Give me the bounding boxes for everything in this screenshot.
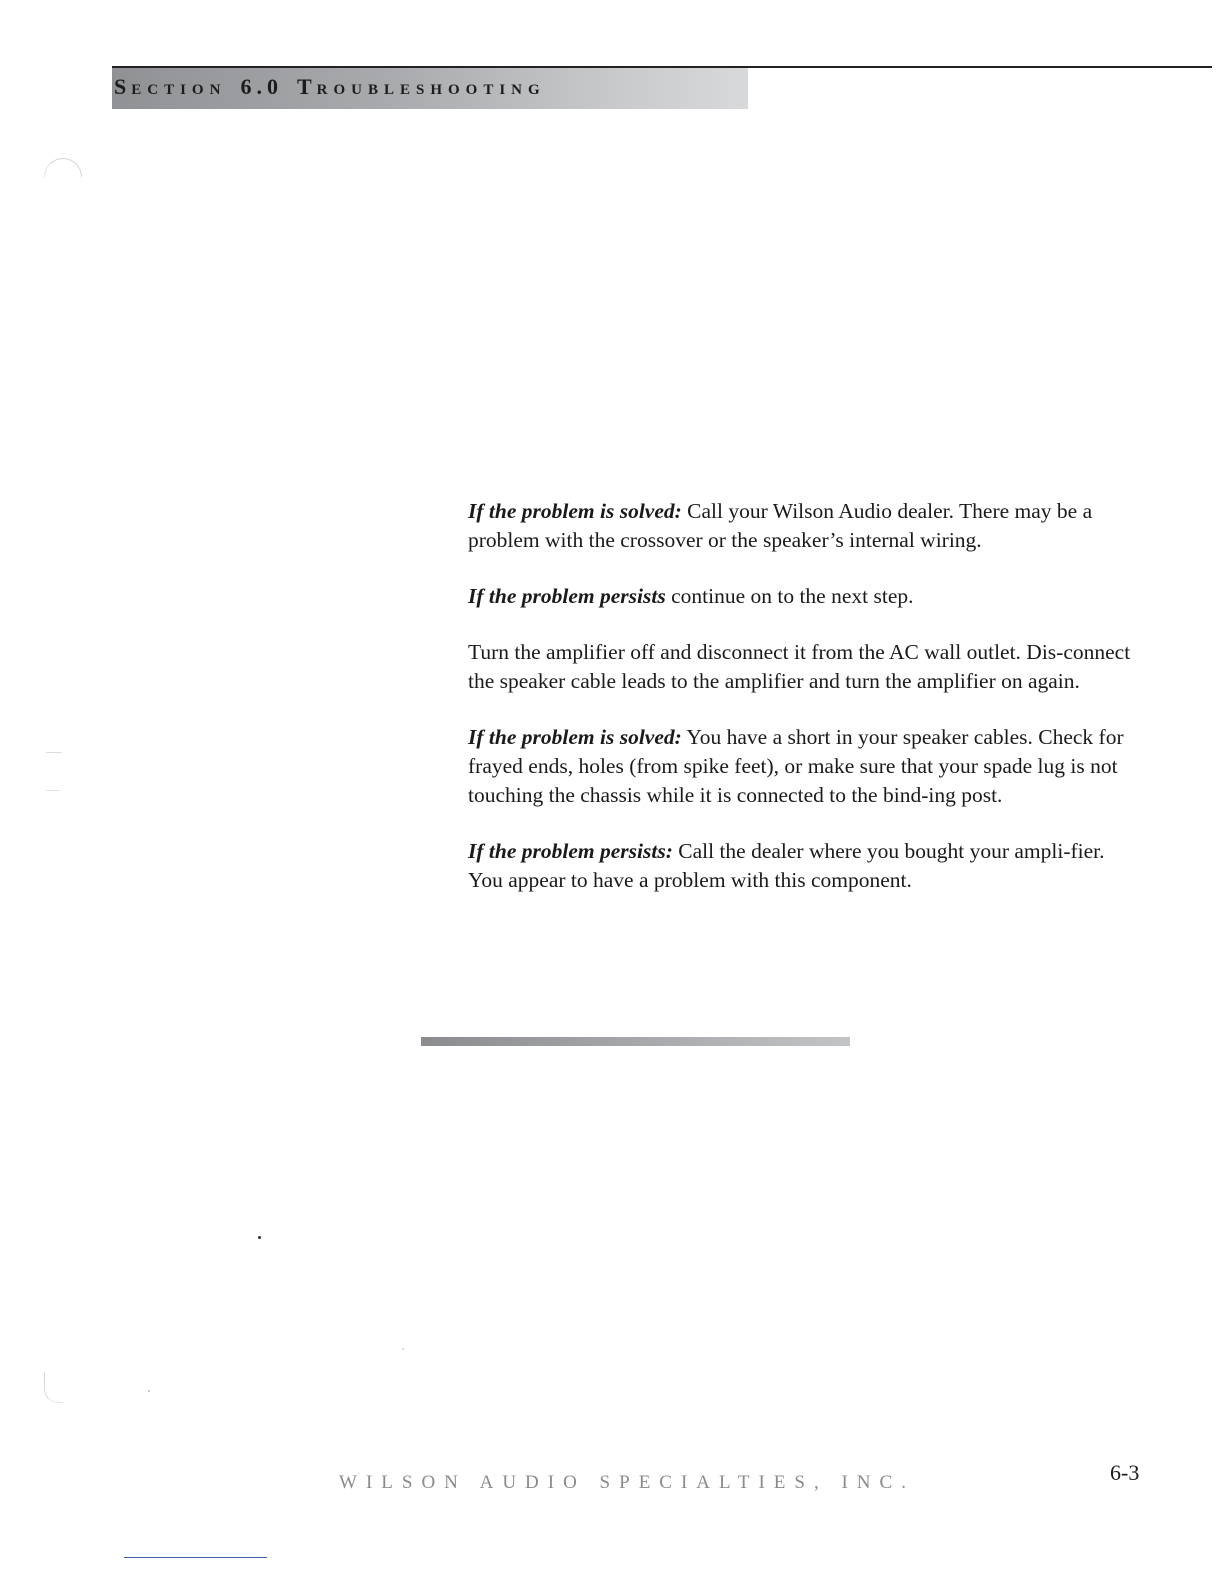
paragraph-text: Turn the amplifier off and disconnect it from the AC wall outlet. Dis-connect the speaker cable leads to the amplifier and turn the amplifier on again. <box>468 640 1131 693</box>
paragraph <box>468 723 1143 810</box>
section-title-rest: ROUBLESHOOTING <box>316 82 546 98</box>
scan-artifact-mark <box>46 752 62 767</box>
section-number: 6.0 <box>240 74 283 99</box>
section-word-rest: ECTION <box>131 82 227 98</box>
body-content <box>468 497 1143 922</box>
scan-artifact-bracket <box>44 1372 63 1403</box>
footer-company-name: WILSON AUDIO SPECIALTIES, INC. <box>339 1472 915 1493</box>
section-title <box>114 74 546 100</box>
paragraph-text: Call your Wilson Audio dealer. There may be a problem with the crossover or the speaker’s internal wiring. <box>468 499 1093 552</box>
page-number: 6-3 <box>1110 1460 1140 1485</box>
scan-artifact-arc <box>44 158 82 196</box>
bottom-edge-line <box>124 1557 267 1558</box>
paragraph-lead: If the problem is solved: <box>468 725 682 749</box>
paragraph <box>468 582 1143 611</box>
paragraph <box>468 837 1143 895</box>
section-title-initial: T <box>296 74 317 99</box>
scan-artifact-dot <box>258 1236 261 1239</box>
scan-artifact-dot <box>148 1390 150 1392</box>
paragraph-text: You have a short in your speaker cables. Check for frayed ends, holes (from spike feet), or make sure that your spade lug is not touching the chassis while it is connected to the bind-ing post. <box>468 725 1124 807</box>
section-word-initial: S <box>114 74 132 99</box>
scan-artifact-mark <box>46 790 60 793</box>
paragraph <box>468 497 1143 555</box>
section-end-bar <box>421 1037 850 1046</box>
paragraph-text: Call the dealer where you bought your ampli-fier. You appear to have a problem with this component. <box>468 839 1105 892</box>
paragraph-text: continue on to the next step. <box>665 584 914 608</box>
paragraph <box>468 638 1143 696</box>
paragraph-lead: If the problem is solved: <box>468 499 682 523</box>
paragraph-lead: If the problem persists <box>468 584 666 608</box>
scan-artifact-dot <box>402 1348 404 1350</box>
paragraph-lead: If the problem persists: <box>468 839 673 863</box>
